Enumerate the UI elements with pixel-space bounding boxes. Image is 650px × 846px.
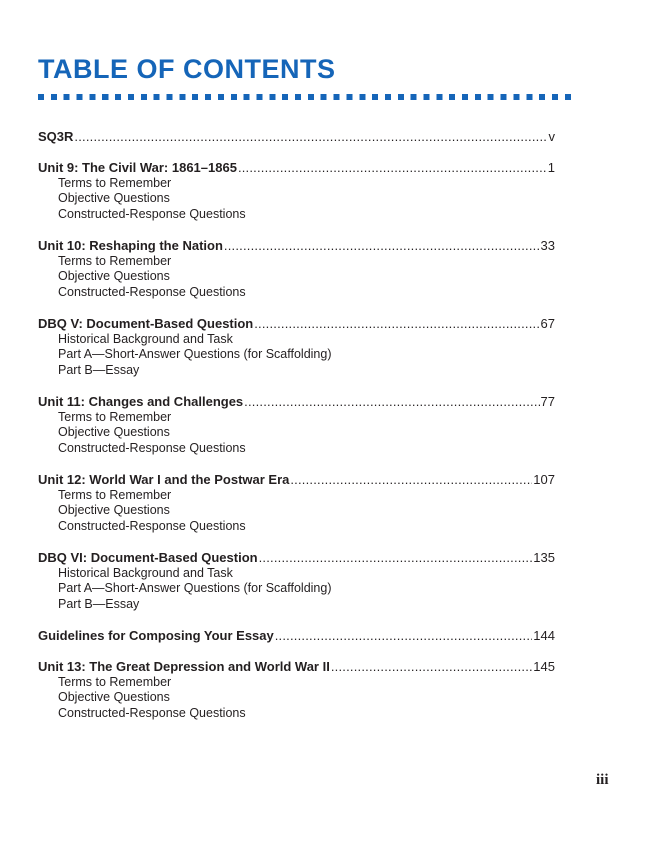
toc-subentry: Part A—Short-Answer Questions (for Scaffolding) — [58, 581, 332, 596]
toc-subentry: Objective Questions — [58, 503, 170, 518]
toc-page-number: 67 — [540, 316, 555, 332]
toc-entry-title: Guidelines for Composing Your Essay — [38, 628, 274, 643]
toc-entry-title: DBQ VI: Document-Based Question — [38, 550, 258, 566]
toc-entry-heading[interactable] — [38, 550, 555, 566]
toc-entry-dbq-v — [38, 316, 555, 378]
dot-leader — [238, 160, 547, 176]
toc-page-number: v — [548, 129, 555, 144]
toc-subentry: Terms to Remember — [58, 253, 172, 268]
toc-subentry: Part A—Short-Answer Questions (for Scaffolding) — [58, 347, 332, 362]
toc-subentry: Objective Questions — [58, 425, 170, 440]
toc-entry-unit-10 — [38, 238, 555, 300]
title-dash-divider — [38, 94, 574, 100]
toc-subentry: Objective Questions — [58, 191, 170, 206]
toc-entry-dbq-vi — [38, 550, 555, 612]
toc-subentry: Constructed-Response Questions — [58, 518, 246, 533]
toc-page-number: 107 — [533, 472, 555, 488]
toc-subentry: Objective Questions — [58, 690, 170, 705]
page-number: iii — [596, 772, 609, 788]
toc-entry-title: SQ3R — [38, 129, 74, 144]
toc-entry-heading[interactable] — [38, 472, 555, 488]
toc-entry-heading[interactable] — [38, 129, 555, 145]
dot-leader — [275, 628, 533, 644]
toc-entry-guidelines — [38, 628, 555, 644]
toc-subentry: Terms to Remember — [58, 409, 172, 424]
toc-subentry: Part B—Essay — [58, 596, 140, 611]
toc-entry-title: Unit 10: Reshaping the Nation — [38, 238, 223, 254]
toc-entry-title: Unit 11: Changes and Challenges — [38, 394, 244, 410]
toc-page-number: 144 — [533, 628, 555, 643]
toc-subentry: Objective Questions — [58, 269, 170, 284]
dot-leader — [259, 550, 533, 566]
toc-entry-heading[interactable] — [38, 316, 555, 332]
toc-entry-title: Unit 9: The Civil War: 1861–1865 — [38, 160, 237, 176]
toc-subentry: Historical Background and Task — [58, 331, 233, 346]
toc-entry-heading[interactable] — [38, 628, 555, 644]
toc-subentry: Historical Background and Task — [58, 565, 233, 580]
toc-entry-sq3r — [38, 129, 555, 145]
dot-leader — [224, 238, 540, 254]
dot-leader — [74, 129, 547, 145]
toc-entry-heading[interactable] — [38, 238, 555, 254]
toc-subentry: Terms to Remember — [58, 487, 172, 502]
toc-subentry: Constructed-Response Questions — [58, 440, 246, 455]
toc-entry-title: Unit 13: The Great Depression and World War II — [38, 659, 330, 675]
toc-entry-unit-9 — [38, 160, 555, 222]
toc-page-number: 77 — [540, 394, 555, 410]
table-of-contents — [38, 129, 555, 737]
toc-subentry: Constructed-Response Questions — [58, 284, 246, 299]
toc-entry-unit-11 — [38, 394, 555, 456]
dot-leader — [254, 316, 539, 332]
toc-entry-unit-13 — [38, 659, 555, 721]
toc-subentry: Constructed-Response Questions — [58, 705, 246, 720]
toc-subentry: Terms to Remember — [58, 674, 172, 689]
toc-subentry: Part B—Essay — [58, 362, 140, 377]
toc-entry-unit-12 — [38, 472, 555, 534]
toc-page-number: 145 — [533, 659, 555, 675]
toc-entry-heading[interactable] — [38, 659, 555, 675]
dot-leader — [244, 394, 539, 410]
dot-leader — [331, 659, 532, 675]
toc-entry-title: DBQ V: Document-Based Question — [38, 316, 254, 332]
toc-page-number: 33 — [540, 238, 555, 254]
toc-entry-heading[interactable] — [38, 394, 555, 410]
toc-entry-heading[interactable] — [38, 160, 555, 176]
toc-page-number: 135 — [533, 550, 555, 566]
page-title: TABLE OF CONTENTS — [38, 54, 336, 84]
toc-entry-title: Unit 12: World War I and the Postwar Era — [38, 472, 290, 488]
toc-subentry: Constructed-Response Questions — [58, 206, 246, 221]
dot-leader — [290, 472, 532, 488]
toc-page-number: 1 — [547, 160, 555, 176]
toc-subentry: Terms to Remember — [58, 175, 172, 190]
